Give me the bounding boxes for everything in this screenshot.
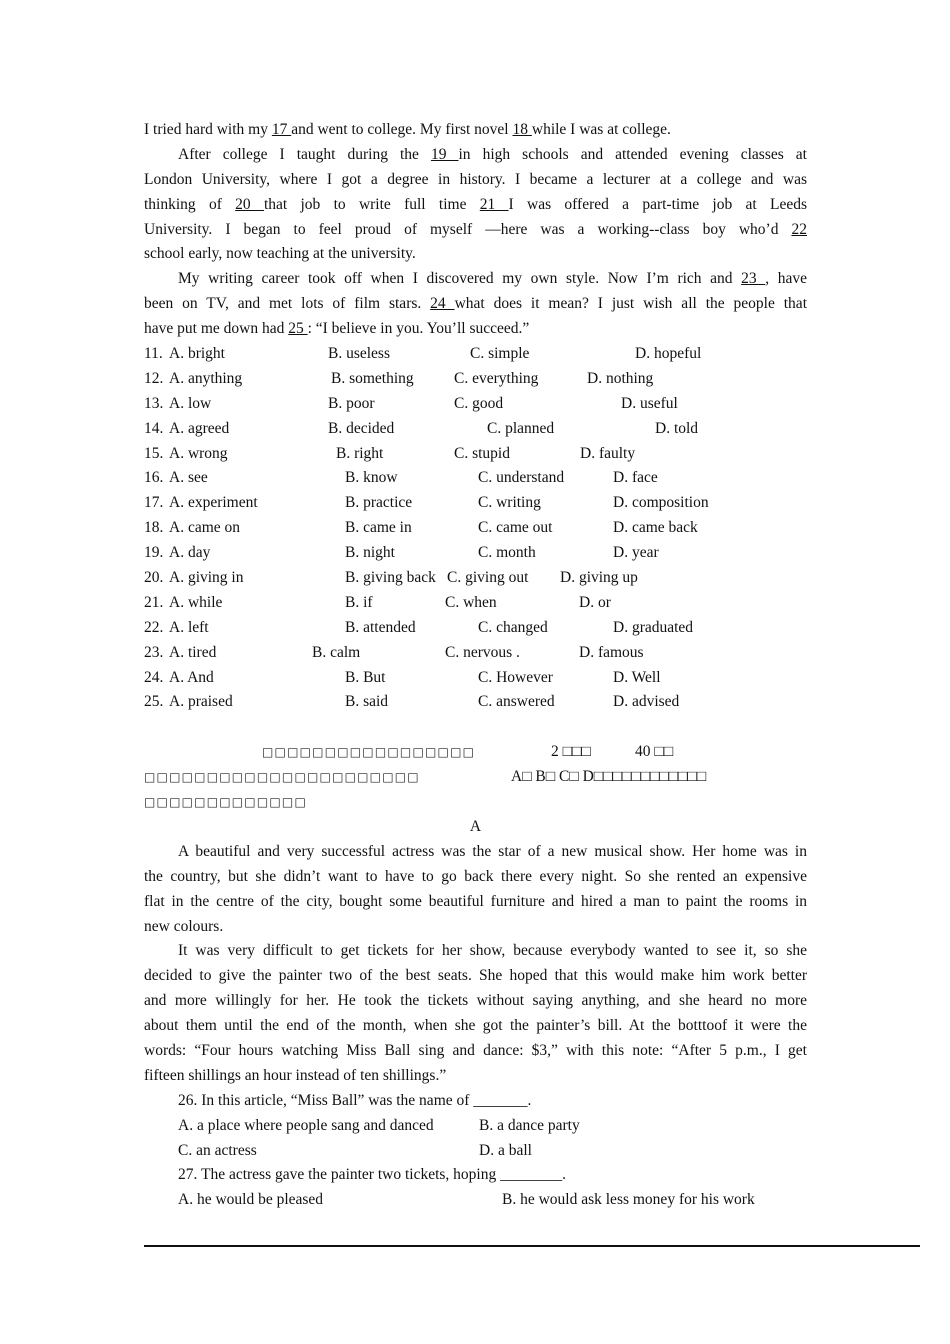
text: My writing career took off when I discovered my own style. Now I’m rich and	[178, 270, 742, 288]
option-b: B. useless	[328, 345, 390, 363]
question-number: 22.	[144, 618, 164, 636]
text: in high schools and attended evening classes at	[458, 145, 807, 163]
blank-23: 23	[741, 270, 766, 288]
option-c: C. understand	[478, 469, 565, 487]
section-points: 2 □□□	[551, 743, 591, 761]
option-d: D. came back	[613, 519, 698, 537]
question-number: 24.	[144, 668, 164, 686]
text: I tried hard with my	[144, 121, 272, 138]
option-b: B. right	[336, 444, 384, 462]
option-b: B. attended	[345, 618, 416, 636]
option-c: C. everything	[454, 369, 539, 387]
option-27-b: B. he would ask less money for his work	[502, 1191, 755, 1209]
option-b: B. came in	[345, 519, 412, 537]
option-a: A. day	[169, 544, 211, 562]
option-a: A. experiment	[169, 494, 258, 512]
option-a: A. And	[169, 668, 214, 686]
question-26-options-row	[144, 1114, 807, 1139]
question-number: 17.	[144, 494, 164, 512]
text: that job to write full time	[263, 195, 480, 213]
passage-a-line: and more willingly for her. He took the tickets without saying anything, and she heard no more	[144, 992, 807, 1010]
option-row	[144, 466, 807, 491]
section-instruction: □□□□□□□□□□□□□□□□□□□□□□	[144, 770, 420, 785]
option-b: B. something	[331, 369, 414, 387]
option-c: C. giving out	[447, 569, 529, 587]
option-row	[144, 491, 807, 516]
option-row	[144, 566, 807, 591]
option-d: D. famous	[579, 643, 644, 661]
text: been on TV, and met lots of film stars.	[144, 295, 431, 313]
option-d: D. or	[579, 593, 611, 611]
spacer	[144, 715, 807, 740]
option-row	[144, 616, 807, 641]
option-b: B. giving back	[345, 569, 436, 587]
option-a: A. giving in	[169, 569, 244, 587]
option-c: C. when	[445, 593, 497, 611]
question-number: 20.	[144, 569, 164, 587]
option-a: A. came on	[169, 519, 241, 537]
question-number: 15.	[144, 444, 164, 462]
option-26-c: C. an actress	[178, 1141, 257, 1159]
passage-line	[144, 143, 807, 168]
passage-a-line: about them until the end of the month, when she got the painter’s bill. At the botttoof it were the	[144, 1017, 807, 1035]
blank-17: 17	[271, 121, 292, 138]
passage-line	[144, 193, 807, 218]
passage-line	[144, 168, 807, 193]
option-b: B. said	[345, 693, 389, 711]
option-a: A. see	[169, 469, 208, 487]
text: have put me down had	[144, 320, 289, 338]
passage-line-1	[144, 118, 807, 143]
option-d: D. Well	[613, 668, 661, 686]
option-d: D. graduated	[613, 618, 694, 636]
option-row	[144, 516, 807, 541]
option-row	[144, 392, 807, 417]
question-number: 25.	[144, 693, 164, 711]
passage-a-line: words: “Four hours watching Miss Ball sing and dance: $3,” with this note: “After 5 p.m., I get	[144, 1041, 807, 1059]
option-b: B. know	[345, 469, 398, 487]
option-d: D. advised	[613, 693, 680, 711]
option-a: A. bright	[169, 345, 225, 363]
passage-line	[144, 242, 807, 267]
passage-a-line: decided to give the painter two of the best seats. She hoped that this would make him work better	[144, 967, 807, 985]
blank-24: 24	[430, 295, 455, 313]
option-c: C. month	[478, 544, 536, 562]
section-instruction: □□□□□□□□□□□□□	[144, 795, 307, 810]
passage-a-line: It was very difficult to get tickets for her show, because everybody wanted to see it, so she	[178, 942, 807, 960]
option-row	[144, 367, 807, 392]
passage-a-line: new colours.	[144, 917, 224, 935]
blank-22: 22	[791, 220, 807, 238]
section-choices: A□ B□ C□ D□□□□□□□□□□□□	[511, 768, 707, 786]
question-26-options-row	[144, 1139, 807, 1164]
question-number: 23.	[144, 643, 164, 661]
passage-a-line: flat in the centre of the city, bought some beautiful furniture and hired a man to paint the rooms in	[144, 892, 807, 910]
passage-line	[144, 317, 807, 342]
option-d: D. year	[613, 544, 659, 562]
option-b: B. night	[345, 544, 395, 562]
text: while I was at college.	[531, 121, 671, 138]
option-d: D. giving up	[560, 569, 638, 587]
section-instruction: □□□□□□□□□□□□□□□□□	[262, 745, 476, 760]
passage-a-line: A beautiful and very successful actress was the star of a new musical show. Her home was in	[178, 842, 807, 860]
option-a: A. agreed	[169, 419, 230, 437]
text: After college I taught during the	[178, 145, 431, 163]
question-27-options-row	[144, 1188, 807, 1213]
text: what does it mean? I just wish all the people that	[454, 295, 807, 313]
section-header-line-3	[144, 790, 807, 815]
option-c: C. answered	[478, 693, 555, 711]
text: University. I began to feel proud of myself —here was a working--class boy who’d	[144, 220, 792, 238]
question-number: 14.	[144, 419, 164, 437]
option-a: A. wrong	[169, 444, 228, 462]
option-row	[144, 690, 807, 715]
section-header-line-1	[144, 740, 807, 765]
option-row	[144, 417, 807, 442]
blank-21: 21	[479, 195, 509, 213]
question-number: 12.	[144, 369, 164, 387]
option-c: C. planned	[487, 419, 555, 437]
option-a: A. anything	[169, 369, 243, 387]
section-header-line-2	[144, 765, 807, 790]
option-row	[144, 666, 807, 691]
question-number: 16.	[144, 469, 164, 487]
option-b: B. But	[345, 668, 386, 686]
question-number: 19.	[144, 544, 164, 562]
question-number: 13.	[144, 394, 164, 412]
question-26: 26. In this article, “Miss Ball” was the name of _______.	[178, 1091, 532, 1109]
option-a: A. praised	[169, 693, 233, 711]
question-number: 21.	[144, 593, 164, 611]
passage-line	[144, 218, 807, 243]
footer-rule	[144, 1245, 920, 1247]
section-total: 40 □□	[635, 743, 674, 761]
question-number: 11.	[144, 345, 163, 363]
option-c: C. nervous .	[445, 643, 520, 661]
option-b: B. poor	[328, 394, 375, 412]
option-a: A. tired	[169, 643, 217, 661]
text: , have	[765, 270, 808, 288]
option-b: B. calm	[312, 643, 361, 661]
passage-a-line: fifteen shillings an hour instead of ten shillings.”	[144, 1066, 447, 1084]
option-c: C. writing	[478, 494, 541, 512]
option-d: D. composition	[613, 494, 709, 512]
option-d: D. nothing	[587, 369, 654, 387]
passage-line	[144, 292, 807, 317]
passage-a-line: the country, but she didn’t want to have to go back there every night. So she rented an expensive	[144, 867, 807, 885]
blank-18: 18	[512, 121, 532, 138]
option-c: C. stupid	[454, 444, 510, 462]
option-d: D. told	[655, 419, 699, 437]
option-d: D. face	[613, 469, 658, 487]
passage-heading: A	[469, 817, 482, 835]
option-row	[144, 641, 807, 666]
text: thinking of	[144, 195, 236, 213]
blank-25: 25	[288, 320, 308, 338]
option-c: C. good	[454, 394, 504, 412]
option-a: A. low	[169, 394, 212, 412]
option-b: B. practice	[345, 494, 413, 512]
question-number: 18.	[144, 519, 164, 537]
option-d: D. hopeful	[635, 345, 702, 363]
text: I was offered a part-time job at Leeds	[508, 195, 808, 213]
blank-20: 20	[235, 195, 264, 213]
option-row	[144, 342, 807, 367]
option-b: B. if	[345, 593, 373, 611]
option-c: C. changed	[478, 618, 548, 636]
passage-line	[144, 267, 807, 292]
option-b: B. decided	[328, 419, 395, 437]
text: and went to college. My first novel	[291, 121, 513, 138]
option-d: D. faulty	[580, 444, 636, 462]
option-c: C. However	[478, 668, 553, 686]
option-row	[144, 442, 807, 467]
option-c: C. simple	[470, 345, 530, 363]
option-27-a: A. he would be pleased	[178, 1191, 324, 1209]
document-page	[144, 118, 807, 1213]
option-a: A. left	[169, 618, 209, 636]
question-27: 27. The actress gave the painter two tickets, hoping ________.	[178, 1166, 566, 1184]
text: : “I believe in you. You’ll succeed.”	[307, 320, 530, 338]
option-26-a: A. a place where people sang and danced	[178, 1116, 434, 1134]
blank-19: 19	[430, 145, 459, 163]
option-26-b: B. a dance party	[479, 1116, 580, 1134]
option-a: A. while	[169, 593, 223, 611]
option-row	[144, 591, 807, 616]
text: school early, now teaching at the university.	[144, 245, 416, 263]
option-d: D. useful	[621, 394, 678, 412]
option-row	[144, 541, 807, 566]
option-26-d: D. a ball	[479, 1141, 532, 1159]
option-c: C. came out	[478, 519, 553, 537]
options-list	[144, 342, 807, 715]
text: London University, where I got a degree in history. I became a lecturer at a college and was	[144, 170, 807, 188]
